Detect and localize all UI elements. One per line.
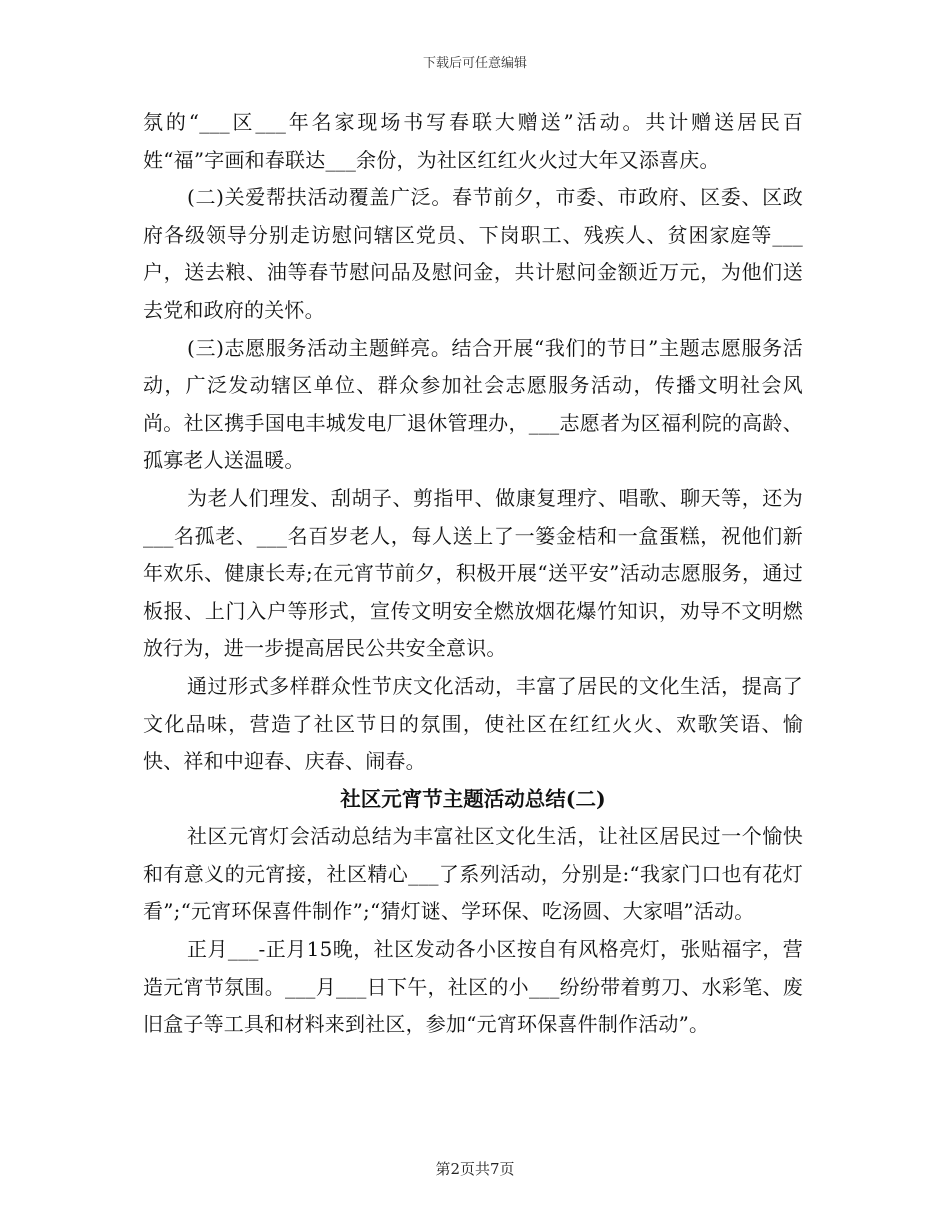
document-body bbox=[143, 104, 803, 1044]
paragraph-continued: 氛的“___区___年名家现场书写春联大赠送”活动。共计赠送居民百姓“福”字画和春联达___余份，为社区红红火火过大年又添喜庆。 bbox=[143, 110, 803, 172]
paragraph-volunteer-service: (三)志愿服务活动主题鲜亮。结合开展“我们的节日”主题志愿服务活动，广泛发动辖区单位、群众参加社会志愿服务活动，传播文明社会风尚。社区携手国电丰城发电厂退休管理办，___志愿者为区福利院的高龄、孤寡老人送温暖。 bbox=[143, 335, 803, 473]
paragraph-summary: 通过形式多样群众性节庆文化活动，丰富了居民的文化生活，提高了文化品味，营造了社区节日的氛围，使社区在红红火火、欢歌笑语、愉快、祥和中迎春、庆春、闹春。 bbox=[143, 673, 803, 774]
page-header-note: 下载后可任意编辑 bbox=[422, 56, 527, 71]
paragraph-elderly-care: 为老人们理发、刮胡子、剪指甲、做康复理疗、唱歌、聊天等，还为___名孤老、___名百岁老人，每人送上了一篓金桔和一盒蛋糕，祝他们新年欢乐、健康长寿;在元宵节前夕，积极开展“送平安”活动志愿服务，通过板报、上门入户等形式，宣传文明安全燃放烟花爆竹知识，劝导不文明燃放行为，进一步提高居民公共安全意识。 bbox=[143, 485, 803, 661]
section-title: 社区元宵节主题活动总结(二) bbox=[340, 786, 606, 811]
paragraph-lantern-overview: 社区元宵灯会活动总结为丰富社区文化生活，让社区居民过一个愉快和有意义的元宵接，社区精心___了系列活动，分别是:“我家门口也有花灯看”;“元宵环保喜件制作”;“猜灯谜、学环保、吃汤圆、大家唱”活动。 bbox=[143, 824, 803, 924]
paragraph-care-assistance: (二)关爱帮扶活动覆盖广泛。春节前夕，市委、市政府、区委、区政府各级领导分别走访慰问辖区党员、下岗职工、残疾人、贫困家庭等___户，送去粮、油等春节慰问品及慰问金，共计慰问金额近万元，为他们送去党和政府的关怀。 bbox=[143, 185, 803, 322]
paragraph-lantern-schedule: 正月___-正月15晚，社区发动各小区按自有风格亮灯，张贴福字，营造元宵节氛围。___月___日下午，社区的小___纷纷带着剪刀、水彩笔、废旧盒子等工具和材料来到社区，参加“元宵环保喜件制作活动”。 bbox=[143, 937, 803, 1037]
page-number: 第2页共7页 bbox=[435, 1160, 515, 1178]
